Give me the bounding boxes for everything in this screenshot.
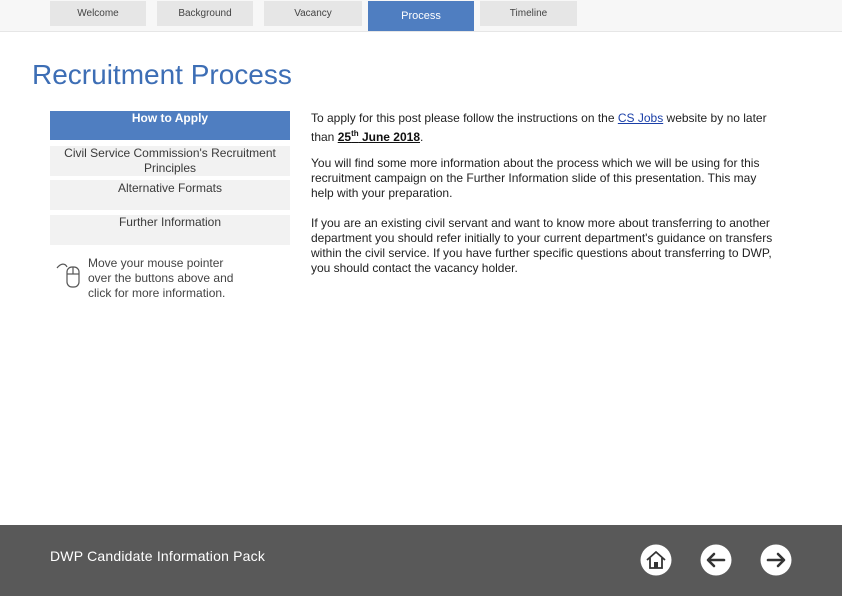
- page-title: Recruitment Process: [32, 59, 292, 90]
- top-tab-bar: [0, 0, 842, 32]
- tab-label: Process: [401, 10, 441, 22]
- how-to-apply-button[interactable]: [50, 111, 290, 140]
- mouse-hint: [50, 256, 290, 306]
- alternative-formats-button[interactable]: [50, 180, 290, 210]
- tab-label: Welcome: [77, 8, 119, 19]
- tab-vacancy[interactable]: [264, 1, 362, 26]
- button-label: Civil Service Commission's Recruitment Principles: [64, 146, 276, 175]
- cs-jobs-link[interactable]: CS Jobs: [617, 111, 664, 125]
- tab-timeline[interactable]: [480, 1, 577, 26]
- recruitment-principles-button[interactable]: [50, 146, 290, 176]
- paragraph-end: .: [420, 130, 424, 144]
- deadline-suffix: th: [351, 129, 359, 138]
- button-label: Alternative Formats: [117, 181, 223, 195]
- paragraph-apply: [311, 111, 781, 145]
- tab-background[interactable]: [157, 1, 253, 26]
- arrow-left-icon[interactable]: [699, 543, 733, 577]
- further-information-button[interactable]: [50, 215, 290, 245]
- tab-welcome[interactable]: [50, 1, 146, 26]
- button-label: How to Apply: [131, 111, 209, 125]
- tab-label: Vacancy: [294, 8, 332, 19]
- home-icon[interactable]: [639, 543, 673, 577]
- tab-process[interactable]: [368, 1, 474, 31]
- hint-text: Move your mouse pointer over the buttons above and click for more information.: [88, 256, 234, 300]
- arrow-right-icon[interactable]: [759, 543, 793, 577]
- tab-label: Timeline: [509, 8, 548, 19]
- mouse-icon: [55, 260, 83, 290]
- deadline-rest: June 2018: [358, 130, 420, 144]
- paragraph-process-info: You will find some more information about the process which we will be using for this recruitment campaign on the Further Information slide of this presentation. This may help with your preparation.: [311, 156, 760, 200]
- tab-label: Background: [178, 8, 232, 19]
- button-label: Further Information: [118, 215, 222, 229]
- paragraph-text: website by no later than: [311, 111, 767, 144]
- paragraph-text: To apply for this post please follow the instructions on the: [311, 111, 618, 125]
- deadline-day: 25: [337, 130, 352, 144]
- footer-title: DWP Candidate Information Pack: [50, 548, 266, 564]
- deadline-date: [338, 130, 420, 144]
- paragraph-transfers: If you are an existing civil servant and want to know more about transferring to another department you should refer initially to your current department's guidance on transfers within the civil service. If you have further specific questions about transferring to DWP, you should contact the vacancy holder.: [311, 216, 773, 275]
- footer: [0, 525, 842, 596]
